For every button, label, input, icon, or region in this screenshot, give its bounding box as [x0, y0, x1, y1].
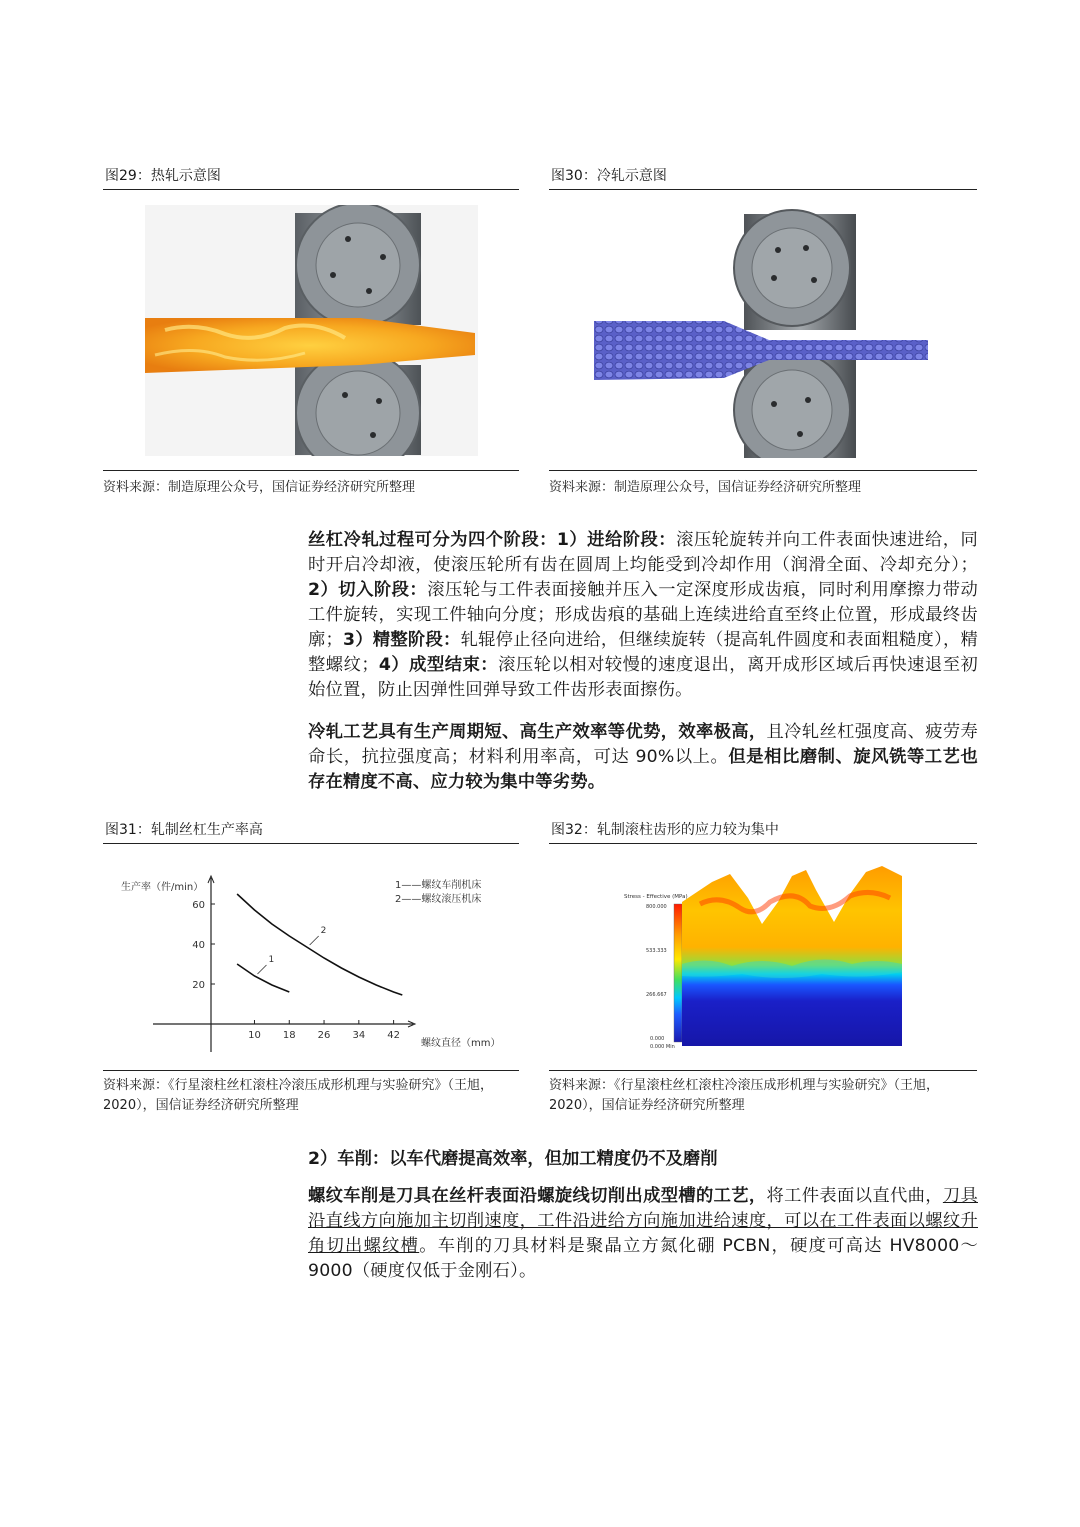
x-axis-label: 螺纹直径（mm） — [421, 1038, 501, 1049]
divider — [103, 189, 519, 190]
colorbar-tick-3: 266.667 — [646, 992, 667, 998]
figure-30 — [549, 166, 977, 190]
divider — [549, 189, 977, 190]
figure-32 — [549, 820, 977, 844]
source-note: 资料来源：制造原理公众号，国信证券经济研究所整理 — [103, 480, 416, 495]
x-tick-label: 10 — [248, 1030, 261, 1041]
x-tick-label: 42 — [387, 1030, 400, 1041]
colorbar-tick-max: 800.000 — [646, 904, 667, 910]
text: 滚压轮与工件表面接触并压入一定深度形成齿痕，同时利用摩擦力带动工件旋转，实现工件轴向分度；形成齿痕的基础上连续进给直至终止位置，形成最终齿廓； — [308, 580, 978, 650]
x-tick-label: 26 — [317, 1030, 331, 1041]
text-bold: 4）成型结束： — [378, 655, 499, 675]
x-tick-label: 34 — [352, 1030, 366, 1041]
figure-30-source — [549, 470, 977, 498]
legend-entry-1: 1——螺纹车削机床 — [395, 880, 482, 891]
colorbar-tick-min: 0.000 — [650, 1036, 665, 1042]
stress-contour-figure — [620, 864, 905, 1054]
text-bold: 但是相比磨制、旋风铣等工艺也存在精度不高、应力较为集中等劣势。 — [308, 747, 978, 792]
text-bold: 冷轧工艺具有生产周期短、高生产效率等优势，效率极高， — [308, 722, 767, 742]
hot-rolling-illustration — [145, 205, 478, 456]
figure-29-source — [103, 470, 519, 498]
paragraph-cold-rolling-stages — [308, 528, 978, 703]
y-tick-label: 60 — [192, 900, 205, 911]
figure-title: 图29：热轧示意图 — [105, 168, 221, 184]
x-tick-label: 18 — [282, 1030, 296, 1041]
paragraph-cold-rolling-advantages — [308, 720, 978, 795]
figure-title: 图30：冷轧示意图 — [551, 168, 667, 184]
text: 将工件表面以直代曲， — [766, 1186, 943, 1206]
text: 轧辊停止径向进给，但继续旋转（提高轧件圆度和表面粗糙度），精整螺纹； — [308, 630, 978, 675]
text: 且冷轧丝杠强度高、疲劳寿命长，抗拉强度高；材料利用率高，可达 90%以上。 — [308, 722, 979, 767]
y-tick-label: 20 — [192, 980, 205, 991]
colorbar-tick-2: 533.333 — [646, 948, 667, 954]
text-bold: 2）切入阶段： — [308, 580, 428, 600]
legend-entry-2: 2——螺纹滚压机床 — [395, 894, 482, 905]
figure-29 — [103, 166, 519, 190]
divider — [549, 843, 977, 844]
series-leader-2 — [310, 936, 319, 945]
text-bold: 螺纹车削是刀具在丝杆表面沿螺旋线切削出成型槽的工艺， — [308, 1186, 767, 1206]
series-label-2: 2 — [320, 926, 327, 936]
text-bold: 丝杠冷轧过程可分为四个阶段：1）进给阶段： — [308, 530, 677, 550]
chart-ticks — [192, 900, 400, 1041]
divider — [549, 470, 977, 471]
series-leader-1 — [257, 965, 266, 974]
text-underlined: 刀具沿直线方向施加主切削速度，工件沿进给方向施加进给速度，可以在工件表面以螺纹升角切出螺纹槽 — [308, 1186, 978, 1256]
paragraph-thread-turning — [308, 1184, 978, 1284]
productivity-chart — [103, 864, 519, 1064]
source-note: 资料来源：制造原理公众号，国信证券经济研究所整理 — [549, 480, 862, 495]
y-tick-label: 40 — [192, 940, 205, 951]
colorbar-title: Stress - Effective (MPa) — [624, 894, 688, 900]
text: 。车削的刀具材料是聚晶立方氮化硼 PCBN，硬度可高达 HV8000～9000（硬度仅低于金刚石）。 — [308, 1236, 978, 1281]
section-heading: 2）车削：以车代磨提高效率，但加工精度仍不及磨削 — [308, 1149, 718, 1169]
colorbar-footer: 0.000 Min — [650, 1044, 675, 1050]
chart-series — [237, 894, 402, 995]
divider — [549, 1070, 977, 1071]
divider — [103, 1070, 519, 1071]
cold-rolling-illustration — [594, 208, 930, 458]
figure-title: 图32：轧制滚柱齿形的应力较为集中 — [551, 822, 779, 838]
figure-32-source — [549, 1070, 977, 1116]
source-note: 资料来源：《行星滚柱丝杠滚柱冷滚压成形机理与实验研究》（王旭，2020），国信证券经济研究所整理 — [103, 1078, 494, 1113]
figure-title: 图31：轧制丝杠生产率高 — [105, 822, 263, 838]
y-axis-label: 生产率（件/min） — [121, 882, 204, 893]
text: 滚压轮旋转并向工件表面快速进给，同时开启冷却液，使滚压轮所有齿在圆周上均能受到冷却作用（润滑全面、冷却充分）； — [308, 530, 978, 575]
figure-31 — [103, 820, 519, 844]
divider — [103, 470, 519, 471]
divider — [103, 843, 519, 844]
series-label-1: 1 — [268, 955, 275, 965]
text: 滚压轮以相对较慢的速度退出，离开成形区域后再快速退至初始位置，防止因弹性回弹导致工件齿形表面擦伤。 — [308, 655, 978, 700]
text-bold: 3）精整阶段： — [343, 630, 461, 650]
figure-31-source — [103, 1070, 519, 1116]
source-note: 资料来源：《行星滚柱丝杠滚柱冷滚压成形机理与实验研究》（王旭，2020），国信证券经济研究所整理 — [549, 1078, 940, 1113]
